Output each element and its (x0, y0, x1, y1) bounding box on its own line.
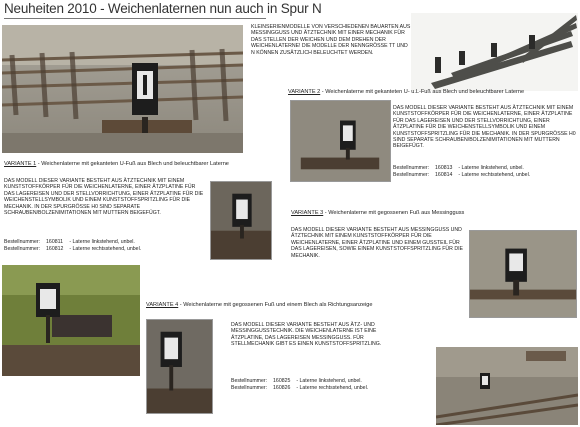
order-label: Bestellnummer: (393, 165, 430, 171)
variant-3-label: VARIANTE 3 (291, 210, 324, 216)
order-desc: - Laterne linkstehend, unbel. (296, 378, 362, 384)
variant-1-label: VARIANTE 1 (4, 161, 37, 167)
order-number: 160814 (435, 172, 453, 179)
order-desc: - Laterne rechtsstehend, unbel. (458, 172, 531, 179)
photo-product-rods (411, 13, 578, 91)
photo-variant4-grass (2, 265, 140, 376)
order-number: 160811 (46, 239, 63, 245)
variant-1-orders (4, 239, 147, 253)
order-desc: - Laterne rechtsstehend, unbel. (69, 246, 142, 253)
photo-variant3 (469, 230, 577, 318)
order-label: Bestellnummer: (4, 246, 41, 253)
variant-4-heading (146, 302, 372, 308)
order-number: 160813 (435, 165, 453, 171)
order-label: Bestellnummer: (393, 172, 430, 179)
photo-variant2 (290, 100, 391, 182)
variant-4-label: VARIANTE 4 (146, 302, 179, 308)
page-title: Neuheiten 2010 - Weichenlaternen nun auch in Spur N (4, 1, 322, 16)
variant-2-orders (393, 165, 536, 179)
variant-3-text: DAS MODELL DIESER VARIANTE BESTEHT AUS MESSINGGUSS UND ÄTZTECHNIK MIT EINEM KUNSTSTOFFKÖRPER FÜR DIE WEICHENLATERNE, EINER ÄTZPLATINE UND EINEM GUSSTEIL FÜR DAS LAGEREISEN, SOWIE EINEM KUNSTSTOFFSPRITZLING FÜR DIE MECHANIK. (291, 227, 463, 259)
variant-2-heading (288, 89, 524, 95)
variant-1-text: DAS MODELL DIESER VARIANTE BESTEHT AUS ÄTZTECHNIK MIT EINEM KUNSTSTOFFKÖRPER FÜR DIE WEICHENLATERNE, EINER ÄTZPLATINE FÜR DAS LAGEREISEN UND DER STELLVORRICHTUNG, EINER ÄTZPLATINE FÜR DIE WEICHENSTELLSYMBOLIK UND EINEM KUNSTSTOFFSPRITZLING FÜR DIE MECHANIK. IN DER SPURGRÖSSE H0 SIND SEPARATE SCHRAUBEN/BOLZENIMITATIONEN MIT MUTTERN BEIGEFÜGT. (4, 178, 204, 217)
photo-variant4 (146, 319, 213, 414)
title-divider (4, 18, 266, 19)
photo-track-lamp (2, 25, 243, 153)
variant-3-heading (291, 210, 464, 216)
variant-4-text: DAS MODELL DIESER VARIANTE BESTEHT AUS ÄTZ- UND MESSINGGUSSTECHNIK. DIE WEICHENLATERNE IST EINE ÄTZPLATINE, DAS LAGEREISEN MESSINGGUSS. FÜR STELLMECHANIK GIBT ES EINEN KUNSTSTOFFSPRITZLING. (231, 322, 382, 348)
order-number: 160825 (273, 378, 291, 384)
order-row (393, 172, 536, 179)
order-number: 160812 (46, 246, 64, 253)
order-label: Bestellnummer: (4, 239, 41, 245)
order-desc: - Laterne linkstehend, unbel. (458, 165, 524, 171)
variant-4-orders (231, 378, 374, 392)
order-desc: - Laterne linkstehend, unbel. (69, 239, 135, 245)
order-row (231, 385, 374, 392)
order-row (4, 246, 147, 253)
order-row (393, 165, 536, 172)
intro-text: KLEINSERIENMODELLE VON VERSCHIEDENEN BAUARTEN AUS MESSINGGUSS UND ÄTZTECHNIK MIT EINER MECHANIK FÜR DAS STELLEN DER WEICHEN UND DEM DREHEN DER WEICHENLATERNE! DIE MODELLE DER NENNGRÖSSE TT UND N KÖNNEN ZUSÄTZLICH BELEUCHTET WERDEN. (251, 24, 411, 56)
order-label: Bestellnummer: (231, 378, 268, 384)
variant-3-title: - Weichenlaterne mit gegossenen Fuß aus Messingguss (324, 210, 465, 216)
variant-1-heading (4, 161, 229, 167)
variant-1-title: - Weichenlaterne mit gekanteten U-Fuß aus Blech und beleuchtbarer Laterne (37, 161, 229, 167)
order-row (231, 378, 374, 385)
order-label: Bestellnummer: (231, 385, 268, 392)
order-row (4, 239, 147, 246)
order-desc: - Laterne rechtsstehend, unbel. (296, 385, 369, 392)
variant-2-label: VARIANTE 2 (288, 89, 321, 95)
variant-4-title: - Weichenlaterne mit gegossenen Fuß und einem Blech als Richtungsanzeige (179, 302, 373, 308)
photo-variant1 (210, 181, 272, 260)
photo-layout (436, 347, 578, 425)
order-number: 160826 (273, 385, 291, 392)
variant-2-title: - Weichenlaterne mit gekanteten U- u.L-Fuß aus Blech und beleuchtbarer Laterne (321, 89, 525, 95)
variant-2-text: DAS MODELL DIESER VARIANTE BESTEHT AUS ÄTZTECHNIK MIT EINEM KUNSTSTOFFKÖRPER FÜR DIE WEICHENLATERNE, EINER ÄTZPLATINE FÜR DAS LAGEREISEN UND DER STELLVORRICHTUNG, EINER ÄTZPLATINE FÜR DIE WEICHENSTELLSYMBOLIK UND EINEM KUNSTSTOFFSPRITZLING FÜR DIE MECHANIK. IN DER SPURGRÖSSE H0 SIND SEPARATE SCHRAUBEN/BOLZENIMITATIONEN MIT MUTTERN BEIGEFÜGT. (393, 105, 576, 150)
